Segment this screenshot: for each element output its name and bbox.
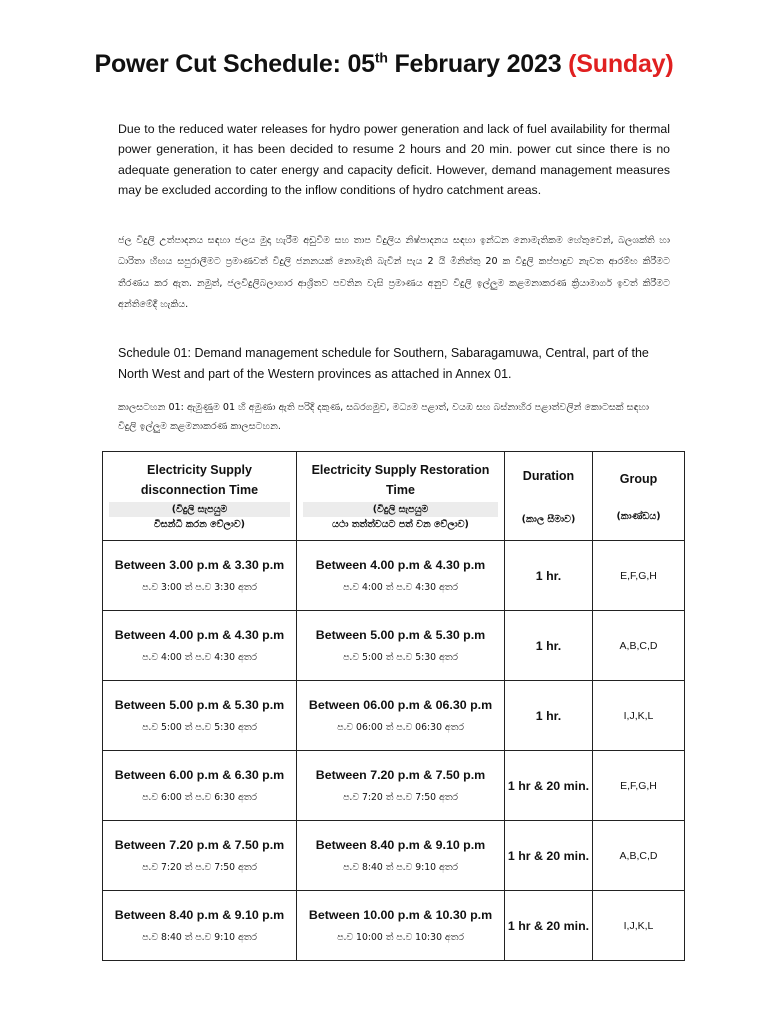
restoration-cell: Between 5.00 p.m & 5.30 p.m ප.ව 5:00 ත් ප.ව 5:30 අතර: [297, 611, 505, 681]
duration-cell: 1 hr & 20 min.: [505, 751, 593, 821]
table-row: [103, 751, 685, 821]
disconnection-cell: Between 8.40 p.m & 9.10 p.m ප.ව 8:40 ත් ප.ව 9:10 අතර: [103, 891, 297, 961]
header-disconnection-time: Electricity Supply disconnection Time (විදුලි සැපයුම විසන්ධි කරන වේලාව): [103, 452, 297, 541]
table-row: [103, 891, 685, 961]
header-group: Group (කාණ්ඩය): [593, 452, 685, 541]
restoration-cell: Between 7.20 p.m & 7.50 p.m ප.ව 7:20 ත් ප.ව 7:50 අතර: [297, 751, 505, 821]
disconnection-cell: Between 3.00 p.m & 3.30 p.m ප.ව 3:00 ත් ප.ව 3:30 අතර: [103, 541, 297, 611]
disconnection-cell: Between 5.00 p.m & 5.30 p.m ප.ව 5:00 ත් ප.ව 5:30 අතර: [103, 681, 297, 751]
header-restoration-time: Electricity Supply Restoration Time (විදුලි සැපයුම යථා තත්ත්වයට පත් වන වේලාව): [297, 452, 505, 541]
disconnection-cell: Between 4.00 p.m & 4.30 p.m ප.ව 4:00 ත් ප.ව 4:30 අතර: [103, 611, 297, 681]
restoration-cell: Between 06.00 p.m & 06.30 p.m ප.ව 06:00 ත් ප.ව 06:30 අතර: [297, 681, 505, 751]
schedule-table: [102, 451, 685, 961]
duration-cell: 1 hr.: [505, 681, 593, 751]
duration-cell: 1 hr.: [505, 611, 593, 681]
duration-cell: 1 hr & 20 min.: [505, 821, 593, 891]
intro-english: Due to the reduced water releases for hydro power generation and lack of fuel availability for thermal power generation, it has been decided to resume 2 hours and 20 min. power cut since there is no adequate generation to cater energy and capacity deficit. However, demand management measures may be excluded according to the inflow conditions of hydro catchment areas.: [118, 122, 670, 197]
duration-cell: 1 hr & 20 min.: [505, 891, 593, 961]
table-row: [103, 821, 685, 891]
group-cell: E,F,G,H: [593, 751, 685, 821]
restoration-cell: Between 4.00 p.m & 4.30 p.m ප.ව 4:00 ත් ප.ව 4:30 අතර: [297, 541, 505, 611]
restoration-cell: Between 8.40 p.m & 9.10 p.m ප.ව 8:40 ත් ප.ව 9:10 අතර: [297, 821, 505, 891]
group-cell: A,B,C,D: [593, 821, 685, 891]
table-header-row: [103, 452, 685, 541]
schedule-description-sinhala: කාලසටහන 01: ඇමුණුම 01 හි අමුණා ඇති පරිදි දකුණ, සබරගමුව, මධ්‍යම පළාත්, වයඹ සහ බස්නාහිර පළාත්වලින් කොටසක් සඳහා විදුලි ඉල්ලුම කළමනාකරණ කාලසටහන.: [118, 402, 650, 432]
group-cell: I,J,K,L: [593, 681, 685, 751]
intro-sinhala: ජල විදුලි උත්පාදනය සඳහා ජලය මුදා හැරීම අඩුවීම සහ තාප විදුලිය නිෂ්පාදනය සඳහා ඉන්ධන නොමැතිකම හේතුවෙන්, බලශක්ති හා ධාරිතා හිඟය සපුරාලීමට ප්‍රමාණවත් විදුලි ජනනයක් නොමැති බැවින් පැය 2 යි මිනිත්තු 20 ක විදුලි කප්පාදුව නැවත ආරම්භ කිරීමට තීරණය කර ඇත. නමුත්, ජලවිදුලිබලාගාර ආශ්‍රිතව පවතින වැසි ප්‍රමාණය අනුව විදුලි ඉල්ලුම කළමනාකරණ ක්‍රියාමාර්ග ඉවත් කිරීමට අන්තිමේදී හැකිය.: [118, 235, 670, 310]
page-title: [0, 50, 768, 79]
disconnection-cell: Between 6.00 p.m & 6.30 p.m ප.ව 6:00 ත් ප.ව 6:30 අතර: [103, 751, 297, 821]
title-date: February 2023: [387, 50, 562, 78]
disconnection-cell: Between 7.20 p.m & 7.50 p.m ප.ව 7:20 ත් ප.ව 7:50 අතර: [103, 821, 297, 891]
title-ordinal-suffix: th: [374, 49, 388, 66]
table-row: [103, 611, 685, 681]
group-cell: I,J,K,L: [593, 891, 685, 961]
group-cell: A,B,C,D: [593, 611, 685, 681]
group-cell: E,F,G,H: [593, 541, 685, 611]
restoration-cell: Between 10.00 p.m & 10.30 p.m ප.ව 10:00 ත් ප.ව 10:30 අතර: [297, 891, 505, 961]
title-prefix: Power Cut Schedule: 05: [94, 50, 375, 78]
schedule-description-english: Schedule 01: Demand management schedule for Southern, Sabaragamuwa, Central, part of the North West and part of the Western provinces as attached in Annex 01.: [118, 346, 649, 381]
duration-cell: 1 hr.: [505, 541, 593, 611]
title-day: (Sunday): [568, 50, 674, 78]
header-duration: Duration (කාල සීමාව): [505, 452, 593, 541]
table-row: [103, 541, 685, 611]
table-row: [103, 681, 685, 751]
